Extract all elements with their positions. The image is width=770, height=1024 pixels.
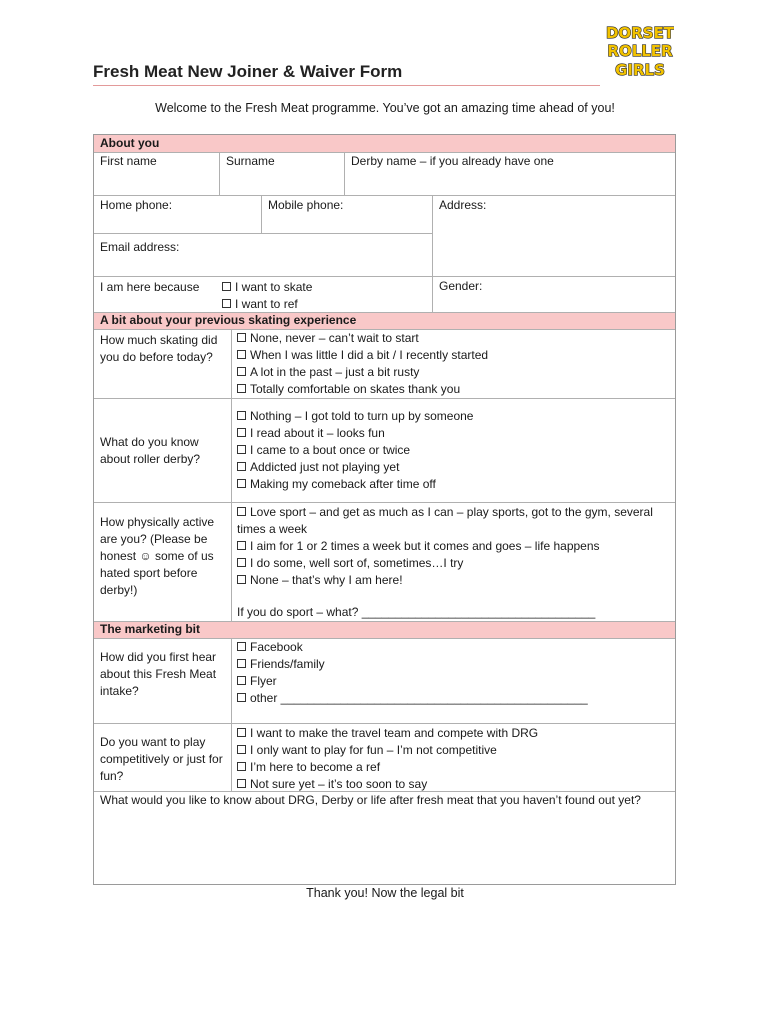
- logo-line-2: ROLLER: [607, 42, 673, 60]
- checkbox-icon[interactable]: [237, 428, 246, 437]
- section-marketing: The marketing bit: [94, 621, 675, 638]
- checkbox-option[interactable]: A lot in the past – just a bit rusty: [237, 364, 488, 381]
- checkbox-icon[interactable]: [237, 558, 246, 567]
- form-title: Fresh Meat New Joiner & Waiver Form: [93, 62, 403, 81]
- checkbox-option[interactable]: I want to ref: [222, 296, 312, 313]
- footer-text: Thank you! Now the legal bit: [306, 886, 464, 900]
- checkbox-icon[interactable]: [237, 541, 246, 550]
- hear-about-options: [237, 639, 588, 707]
- welcome-text: Welcome to the Fresh Meat programme. You’ve got an amazing time ahead of you!: [155, 101, 615, 115]
- checkbox-option[interactable]: other ______________________________________________: [237, 690, 588, 707]
- gender-label: Gender:: [439, 279, 483, 293]
- checkbox-icon[interactable]: [237, 333, 246, 342]
- checkbox-icon[interactable]: [237, 745, 246, 754]
- checkbox-option[interactable]: Love sport – and get as much as I can – play sports, got to the gym, several times a week: [237, 505, 653, 536]
- divider: [231, 638, 232, 791]
- checkbox-option[interactable]: I came to a bout once or twice: [237, 442, 473, 459]
- derby-knowledge-options: [237, 408, 473, 493]
- divider: [94, 398, 675, 399]
- address-label: Address:: [439, 198, 487, 212]
- checkbox-option[interactable]: Facebook: [237, 639, 588, 656]
- checkbox-option[interactable]: When I was little I did a bit / I recently started: [237, 347, 488, 364]
- checkbox-option[interactable]: Addicted just not playing yet: [237, 459, 473, 476]
- divider: [219, 152, 220, 195]
- checkbox-icon[interactable]: [237, 676, 246, 685]
- checkbox-icon[interactable]: [237, 642, 246, 651]
- divider: [94, 312, 675, 313]
- checkbox-icon[interactable]: [237, 659, 246, 668]
- divider: [231, 329, 232, 621]
- checkbox-icon[interactable]: [237, 411, 246, 420]
- checkbox-icon[interactable]: [237, 479, 246, 488]
- checkbox-icon[interactable]: [237, 779, 246, 788]
- checkbox-icon[interactable]: [237, 507, 246, 516]
- checkbox-option[interactable]: I read about it – looks fun: [237, 425, 473, 442]
- derby-knowledge-question: What do you know about roller derby?: [100, 435, 201, 466]
- divider: [94, 502, 675, 503]
- here-because-options: [222, 279, 312, 313]
- physical-activity-question: How physically active are you? (Please be honest ☺ some of us hated sport before derby!): [100, 515, 215, 597]
- open-question: What would you like to know about DRG, Derby or life after fresh meat that you haven’t found out yet?: [100, 793, 641, 807]
- checkbox-option[interactable]: I’m here to become a ref: [237, 759, 538, 776]
- checkbox-icon[interactable]: [222, 299, 231, 308]
- divider: [432, 195, 433, 312]
- checkbox-option[interactable]: None, never – can’t wait to start: [237, 330, 488, 347]
- divider: [94, 195, 675, 196]
- checkbox-icon[interactable]: [237, 728, 246, 737]
- play-style-options: [237, 725, 538, 793]
- first-name-label: First name: [100, 154, 157, 168]
- checkbox-icon[interactable]: [237, 462, 246, 471]
- divider: [94, 723, 675, 724]
- mobile-phone-label: Mobile phone:: [268, 198, 344, 212]
- here-because-label: I am here because: [100, 280, 200, 294]
- checkbox-icon[interactable]: [237, 445, 246, 454]
- divider: [94, 276, 675, 277]
- section-about-you: About you: [94, 135, 675, 152]
- section-skating-experience: A bit about your previous skating experience: [94, 312, 675, 329]
- skating-amount-options: [237, 330, 488, 398]
- checkbox-option[interactable]: Totally comfortable on skates thank you: [237, 381, 488, 398]
- home-phone-label: Home phone:: [100, 198, 173, 212]
- skating-amount-question: How much skating did you do before today?: [100, 333, 218, 364]
- checkbox-icon[interactable]: [237, 693, 246, 702]
- title-underline: [93, 85, 600, 86]
- checkbox-option[interactable]: I aim for 1 or 2 times a week but it comes and goes – life happens: [237, 538, 657, 555]
- checkbox-option[interactable]: Not sure yet – it’s too soon to say: [237, 776, 538, 793]
- checkbox-option[interactable]: I only want to play for fun – I’m not competitive: [237, 742, 538, 759]
- surname-label: Surname: [226, 154, 275, 168]
- dorset-roller-girls-logo: [606, 20, 674, 82]
- checkbox-option[interactable]: I do some, well sort of, sometimes…I try: [237, 555, 657, 572]
- checkbox-option[interactable]: Friends/family: [237, 656, 588, 673]
- checkbox-icon[interactable]: [237, 575, 246, 584]
- checkbox-icon[interactable]: [237, 367, 246, 376]
- divider: [94, 233, 432, 234]
- divider: [261, 195, 262, 233]
- logo-line-1: DORSET: [606, 24, 674, 42]
- checkbox-option[interactable]: I want to make the travel team and compete with DRG: [237, 725, 538, 742]
- checkbox-icon[interactable]: [237, 762, 246, 771]
- checkbox-option[interactable]: None – that’s why I am here!: [237, 572, 657, 589]
- checkbox-icon[interactable]: [237, 384, 246, 393]
- checkbox-icon[interactable]: [222, 282, 231, 291]
- form-table: [93, 134, 676, 885]
- checkbox-option[interactable]: Making my comeback after time off: [237, 476, 473, 493]
- logo-line-3: GIRLS: [615, 61, 665, 79]
- checkbox-option[interactable]: Flyer: [237, 673, 588, 690]
- sport-followup-field[interactable]: If you do sport – what? ___________________________________: [237, 605, 596, 619]
- checkbox-option[interactable]: I want to skate: [222, 279, 312, 296]
- checkbox-icon[interactable]: [237, 350, 246, 359]
- email-label: Email address:: [100, 240, 180, 254]
- hear-about-question: How did you first hear about this Fresh Meat intake?: [100, 650, 217, 698]
- divider: [94, 621, 675, 622]
- physical-activity-options: [237, 504, 657, 589]
- checkbox-option[interactable]: Nothing – I got told to turn up by someone: [237, 408, 473, 425]
- divider: [344, 152, 345, 195]
- play-style-question: Do you want to play competitively or just for fun?: [100, 735, 223, 783]
- derby-name-label: Derby name – if you already have one: [351, 154, 554, 168]
